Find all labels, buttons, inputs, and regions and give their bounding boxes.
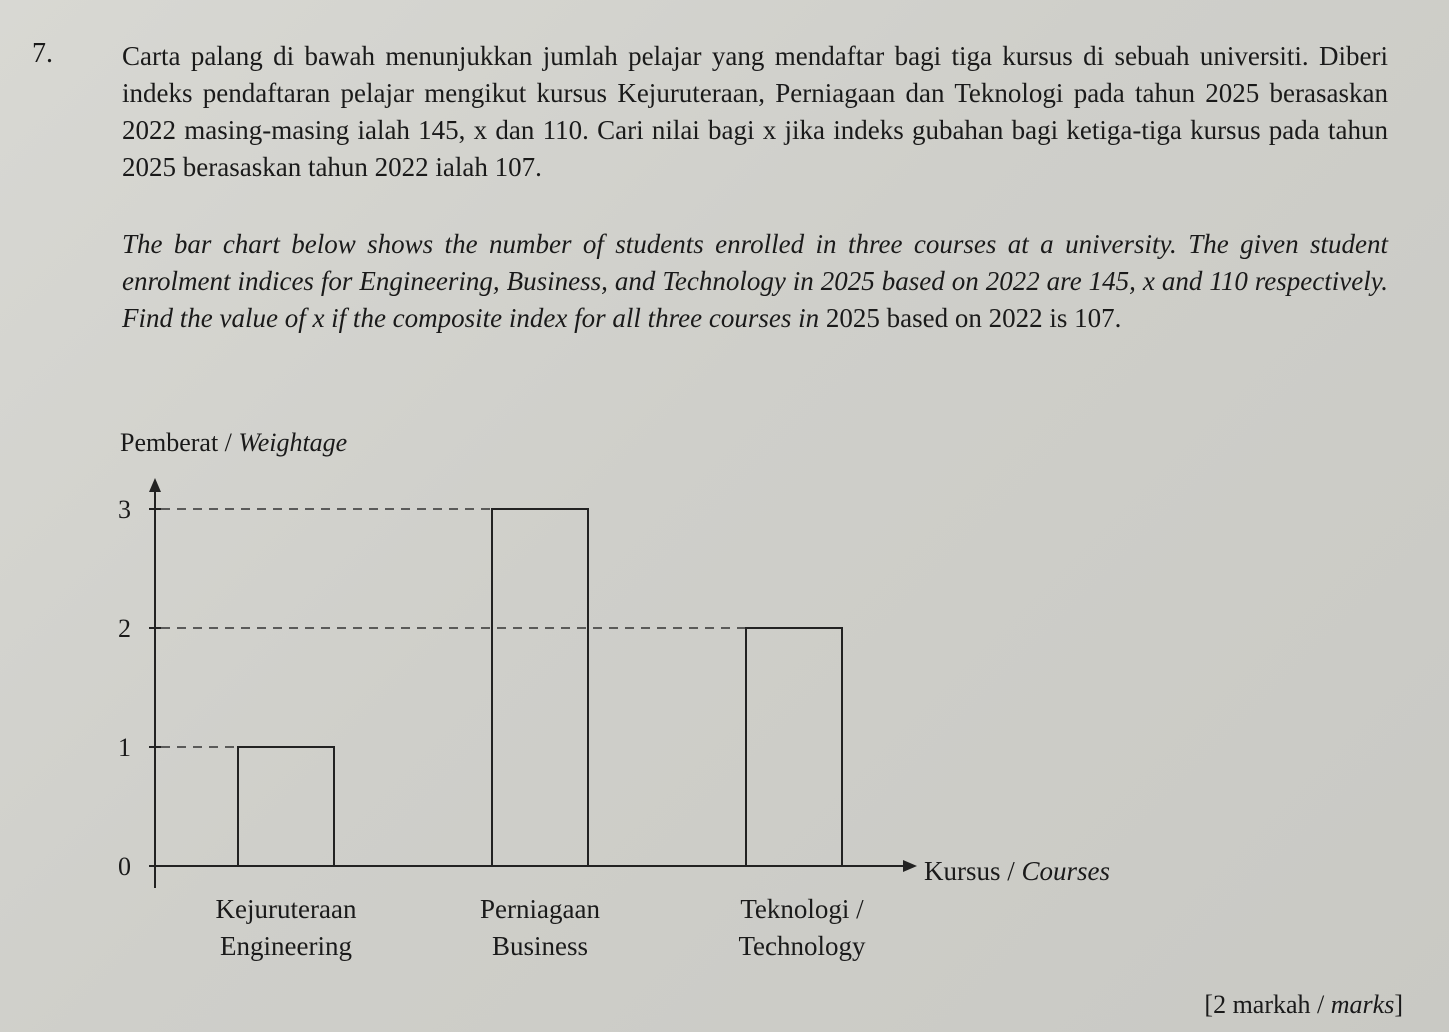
chart-y-axis-label: Pemberat / Weightage	[120, 428, 348, 457]
y-axis-arrow	[149, 478, 161, 492]
y-tick-label-0: 0	[118, 852, 131, 881]
question-text-english-main: The bar chart below shows the number of students enrolled in three courses at a university. The given student enrolment indices for Engineering, Business, and Technology in 2025 based on 2022 are 145, x and 110 respectively. Find the value of x if the composite index for all three courses in	[122, 229, 1388, 333]
category-label-malay-0: Kejuruteraan	[215, 894, 357, 924]
question-text-english-tail: 2025 based on 2022 is 107.	[825, 303, 1122, 333]
marks-label: [2 markah / marks]	[1204, 990, 1403, 1019]
question-text-malay: Carta palang di bawah menunjukkan jumlah pelajar yang mendaftar bagi tiga kursus di sebuah universiti. Diberi indeks pendaftaran pelajar mengikut kursus Kejuruteraan, Perniagaan dan Teknologi pada tahun 2025 berasaskan 2022 masing-masing ialah 145, x dan 110. Cari nilai bagi x jika indeks gubahan bagi ketiga-tiga kursus pada tahun 2025 berasaskan tahun 2022 ialah 107.	[122, 41, 1388, 182]
category-label-malay-1: Perniagaan	[480, 894, 600, 924]
x-axis-arrow	[903, 860, 917, 872]
bar-1	[492, 509, 588, 866]
bar-2	[746, 628, 842, 866]
y-tick-label-1: 1	[118, 733, 131, 762]
bar-0	[238, 747, 334, 866]
question-number: 7.	[32, 38, 53, 69]
category-label-english-1: Business	[491, 931, 589, 961]
category-label-english-2: Technology	[738, 931, 866, 961]
category-label-english-0: Engineering	[220, 931, 352, 961]
y-tick-label-2: 2	[118, 614, 131, 643]
y-tick-label-3: 3	[118, 495, 131, 524]
category-label-malay-2: Teknologi /	[740, 894, 864, 924]
chart-x-axis-label: Kursus / Courses	[924, 856, 1111, 886]
